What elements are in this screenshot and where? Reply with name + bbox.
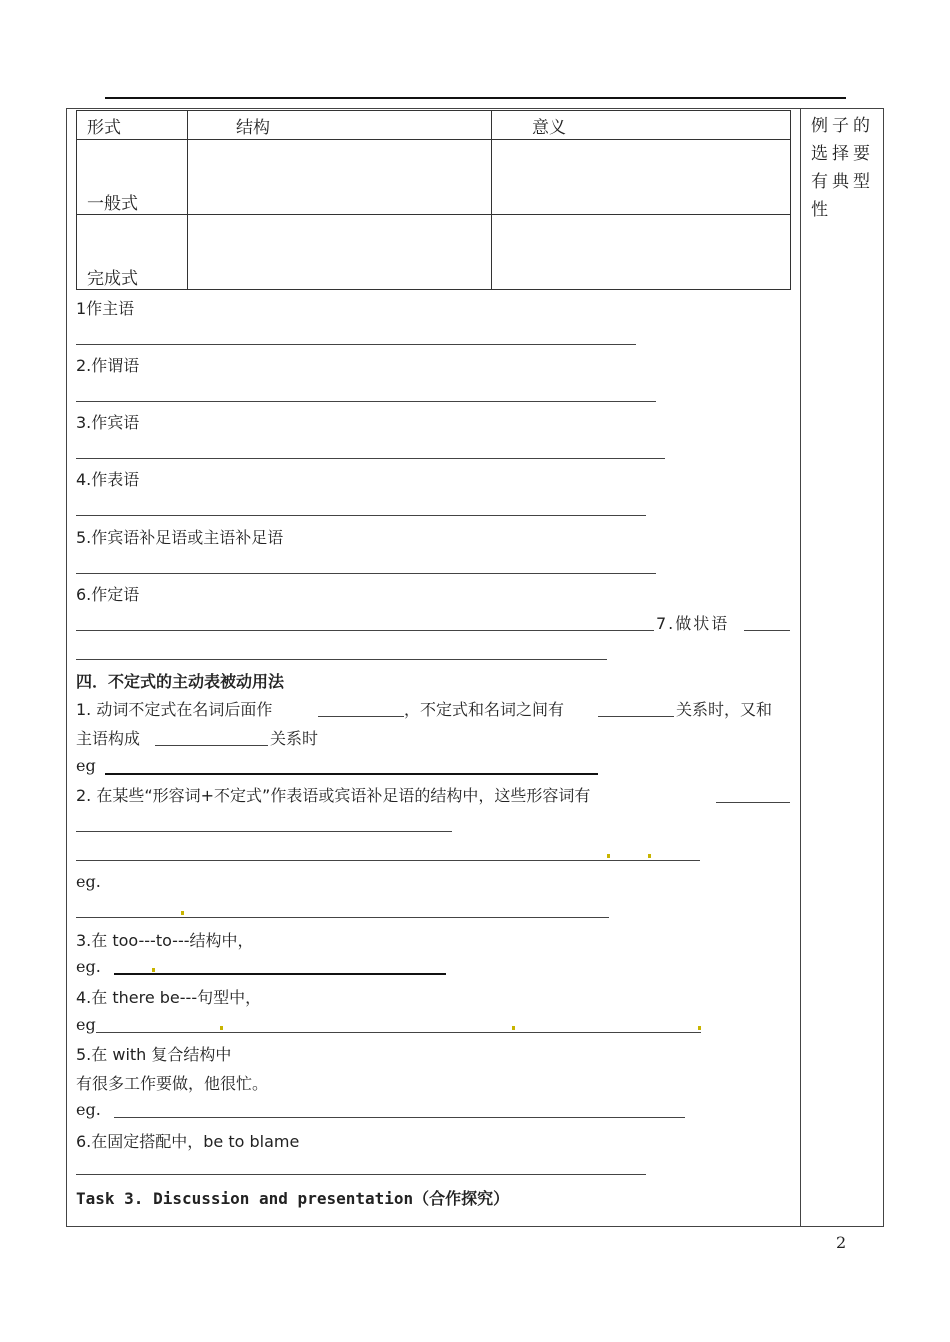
section-title: 四．不定式的主动表被动用法 xyxy=(76,672,285,691)
para-1e: 关系时 xyxy=(270,729,319,748)
answer-line[interactable] xyxy=(76,831,452,832)
header-form: 形式 xyxy=(77,111,188,140)
marker-dot xyxy=(220,1026,223,1030)
item-attributive: 6.作定语 xyxy=(76,585,140,604)
answer-line[interactable] xyxy=(114,973,446,975)
answer-line[interactable] xyxy=(598,716,674,717)
cell-simple-structure[interactable] xyxy=(188,140,492,215)
para-1d: 主语构成 xyxy=(76,729,141,748)
cell-perfect-meaning[interactable] xyxy=(492,215,791,290)
answer-line[interactable] xyxy=(76,659,607,660)
row-label-perfect: 完成式 xyxy=(77,215,188,290)
item-predicative: 4.作表语 xyxy=(76,470,140,489)
row-label-simple: 一般式 xyxy=(77,140,188,215)
eg-label: eg xyxy=(76,1015,96,1034)
answer-line[interactable] xyxy=(76,344,636,345)
marker-dot xyxy=(181,911,184,915)
para-3: 3.在 too---to---结构中， xyxy=(76,931,254,950)
forms-table xyxy=(76,110,791,290)
answer-line[interactable] xyxy=(744,630,790,631)
header-structure: 结构 xyxy=(188,111,492,140)
marker-dot xyxy=(607,854,610,858)
answer-line[interactable] xyxy=(76,573,656,574)
eg-label: eg. xyxy=(76,957,101,976)
marker-dot xyxy=(698,1026,701,1030)
para-1b: ，不定式和名词之间有 xyxy=(404,700,565,719)
column-divider xyxy=(800,108,801,1227)
answer-line[interactable] xyxy=(76,860,700,861)
marker-dot xyxy=(152,968,155,972)
answer-line[interactable] xyxy=(76,458,665,459)
para-1a: 1. 动词不定式在名词后面作 xyxy=(76,700,273,719)
para-1c: 关系时，又和 xyxy=(676,700,773,719)
marker-dot xyxy=(648,854,651,858)
answer-line[interactable] xyxy=(76,515,646,516)
task-heading: Task 3. Discussion and presentation（合作探究） xyxy=(76,1189,510,1208)
header-rule xyxy=(105,97,846,99)
answer-line[interactable] xyxy=(96,1032,701,1033)
para-5: 5.在 with 复合结构中 xyxy=(76,1045,232,1064)
answer-line[interactable] xyxy=(155,745,268,746)
eg-label: eg. xyxy=(76,1100,101,1119)
eg-label: eg. xyxy=(76,872,101,891)
answer-line[interactable] xyxy=(76,1174,646,1175)
para-6: 6.在固定搭配中，be to blame xyxy=(76,1132,300,1151)
answer-line[interactable] xyxy=(76,630,654,631)
item-subject: 1作主语 xyxy=(76,299,135,318)
answer-line[interactable] xyxy=(76,917,609,918)
para-4: 4.在 there be---句型中， xyxy=(76,988,262,1007)
side-note: 例子的选择要有典型性 xyxy=(811,116,874,220)
answer-line[interactable] xyxy=(318,716,404,717)
answer-line[interactable] xyxy=(114,1117,685,1118)
answer-line[interactable] xyxy=(716,802,790,803)
answer-line[interactable] xyxy=(105,773,598,775)
marker-dot xyxy=(512,1026,515,1030)
cell-simple-meaning[interactable] xyxy=(492,140,791,215)
answer-line[interactable] xyxy=(76,401,656,402)
eg-label: eg xyxy=(76,756,96,775)
item-adverbial: 7.做状语 xyxy=(656,614,730,633)
para-5-sentence: 有很多工作要做，他很忙。 xyxy=(76,1074,269,1093)
header-meaning: 意义 xyxy=(492,111,791,140)
cell-perfect-structure[interactable] xyxy=(188,215,492,290)
item-object: 3.作宾语 xyxy=(76,413,140,432)
item-complement: 5.作宾语补足语或主语补足语 xyxy=(76,528,284,547)
item-predicate: 2.作谓语 xyxy=(76,356,140,375)
para-2: 2. 在某些“形容词+不定式”作表语或宾语补足语的结构中，这些形容词有 xyxy=(76,786,591,805)
page-number: 2 xyxy=(836,1233,847,1252)
